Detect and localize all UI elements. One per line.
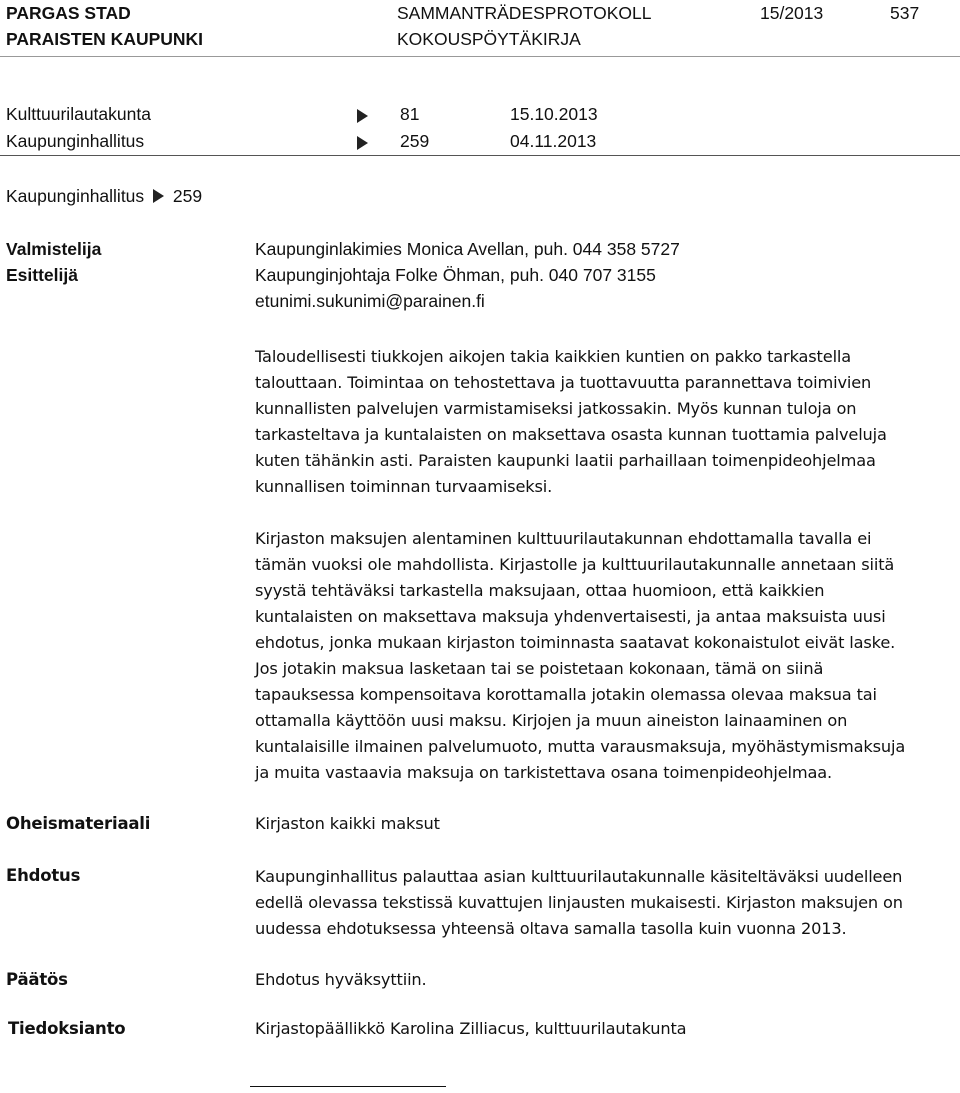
issue-number: 15/2013 (760, 3, 824, 23)
preparer-label: Valmistelija (6, 239, 102, 259)
proposal-label: Ehdotus (6, 866, 81, 885)
section-body: Kaupunginhallitus (6, 186, 145, 206)
meeting-date: 04.11.2013 (510, 131, 597, 151)
paragraph-line: tämän vuoksi ole mahdollista. Kirjastolle ja kulttuurilautakunnalle annetaan siitä (255, 555, 895, 574)
presenter-email: etunimi.sukunimi@parainen.fi (255, 291, 485, 311)
attachments-label: Oheismateriaali (6, 814, 151, 833)
signature-line (250, 1086, 446, 1087)
paragraph-line: Taloudellisesti tiukkojen aikojen takia kaikkien kuntien on pakko tarkastella (255, 347, 852, 366)
preparer-value: Kaupunginlakimies Monica Avellan, puh. 044 358 5727 (255, 239, 680, 259)
paragraph-line: edellä olevassa tekstissä kuvattujen linjausten mukaisesti. Kirjaston maksujen on (255, 893, 903, 912)
meeting-number: 81 (400, 104, 420, 124)
paragraph-line: kuten tähänkin asti. Paraisten kaupunki laatii parhaillaan toimenpideohjelmaa (255, 451, 876, 470)
section-title (6, 186, 202, 207)
meeting-number: 259 (400, 131, 430, 151)
paragraph-line: Kaupunginhallitus palauttaa asian kulttuurilautakunnalle käsiteltäväksi uudelleen (255, 867, 903, 886)
paragraph-line: tarkasteltava ja kuntalaisten on maksettava osasta kunnan tuottamia palveluja (255, 425, 887, 444)
paragraph-line: syystä tehtäväksi tarkastella maksujaan, ottaa huomioon, että kaikkien (255, 581, 825, 600)
paragraph-line: talouttaan. Toimintaa on tehostettava ja tuottavuutta parannettava toimivien (255, 373, 872, 392)
doc-type-finnish: KOKOUSPÖYTÄKIRJA (397, 29, 581, 49)
paragraph-line: tapauksessa kompensoitava korottamalla jotakin olemassa olevaa maksua tai (255, 685, 877, 704)
paragraph-line: ehdotus, jonka mukaan kirjaston toiminnasta saatavat kokonaistulot eivät laske. (255, 633, 896, 652)
presenter-value: Kaupunginjohtaja Folke Öhman, puh. 040 707 3155 (255, 265, 656, 285)
section-number: 259 (172, 186, 203, 206)
proposal-text (255, 864, 957, 942)
presenter-label: Esittelijä (6, 265, 78, 285)
paragraph-line: kuntalaisille ilmainen palvelumuoto, mutta varausmaksuja, myöhästymismaksuja (255, 737, 906, 756)
doc-type-swedish: SAMMANTRÄDESPROTOKOLL (397, 3, 652, 23)
arrow-right-icon (357, 109, 368, 127)
body-paragraph-1 (255, 344, 957, 500)
paragraph-line: uudessa ehdotuksessa yhteensä oltava samalla tasolla kuin vuonna 2013. (255, 919, 847, 938)
paragraph-line: kunnallisten palvelujen varmistamiseksi jatkossakin. Myös kunnan tuloja on (255, 399, 857, 418)
decision-value: Ehdotus hyväksyttiin. (255, 970, 427, 989)
attachments-value: Kirjaston kaikki maksut (255, 814, 440, 833)
meeting-date: 15.10.2013 (510, 104, 598, 124)
page-number: 537 (890, 3, 920, 23)
paragraph-line: ja muita vastaavia maksuja on tarkistettava osana toimenpideohjelmaa. (255, 763, 833, 782)
org-name-finnish: PARAISTEN KAUPUNKI (6, 29, 204, 49)
body-paragraph-2 (255, 526, 957, 786)
paragraph-line: kuntalaisten on maksettava maksuja yhdenvertaisesti, ja antaa maksuista uusi (255, 607, 886, 626)
paragraph-line: kunnallisen toiminnan turvaamiseksi. (255, 477, 553, 496)
paragraph-line: Kirjaston maksujen alentaminen kulttuurilautakunnan ehdottamalla tavalla ei (255, 529, 872, 548)
arrow-right-icon (153, 186, 164, 206)
header-divider (0, 56, 960, 57)
meetings-divider (0, 155, 960, 156)
notification-label: Tiedoksianto (8, 1019, 126, 1038)
notification-value: Kirjastopäällikkö Karolina Zilliacus, kulttuurilautakunta (255, 1019, 687, 1038)
meeting-body: Kaupunginhallitus (6, 131, 145, 151)
paragraph-line: Jos jotakin maksua lasketaan tai se poistetaan kokonaan, tämä on siinä (255, 659, 824, 678)
org-name-swedish: PARGAS STAD (6, 3, 131, 23)
meeting-body: Kulttuurilautakunta (6, 104, 151, 124)
arrow-right-icon (357, 136, 368, 154)
decision-label: Päätös (6, 970, 68, 989)
paragraph-line: ottamalla käyttöön uusi maksu. Kirjojen ja muun aineiston lainaaminen on (255, 711, 848, 730)
